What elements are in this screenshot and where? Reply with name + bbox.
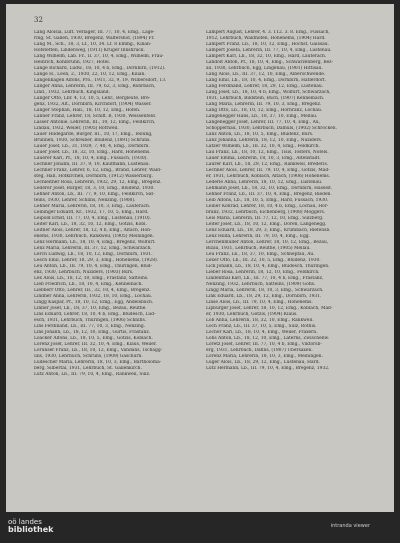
directory-entry: Lehner Franz, Lb., III. 37, 10, 4, Emg., Bregenz, Rieden. [206, 192, 332, 197]
directory-entry: Lindau, 1932, Weiler, (1905) Rottweil. [34, 126, 119, 131]
directory-entry: Lingg Maria, Lehrerin, 18, 10, 3, Emg., Schwarzach. [206, 288, 324, 293]
directory-entry: Lex Alois, Lb., 18, 12, 10, Emg., Frastanz, Satteins. [34, 276, 149, 281]
directory-entry: Lorenz Maria, Lehrerin, 18, 10, 3, Emg., Meiningen. [206, 354, 323, 359]
directory-entry: Lieb Friedrich, Lb., 18, 10, 4, Emg., Kennelbach. [34, 282, 143, 287]
directory-entry: Lang Alois, Lb., III. 37, 12, 10, Emg., Alberschwende. [206, 72, 326, 77]
directory-entry: Lutz Hermann, Lb., III. 79, 10, 4, Emg., Bregenz, 1932. [206, 366, 330, 371]
directory-entry: enems, 1930, Lehrbuch, Rankweil, (1905) Meiningen. [34, 234, 155, 239]
directory-entry: Lorenz Josef, Lehrer, III. 32, 10, 4, Emg., Klaus, Weiler. [34, 342, 157, 347]
directory-entry: Lexer Otto, Lb., III. 32, 10, 5, Emg., Bludenz, 1930. [206, 258, 321, 263]
directory-entry: Lechleitner Rosa, Lehrerin, 1932, 29, 12, Emg., Bregenz. [34, 180, 162, 185]
directory-entry: Lanz Anton, Lb., 18, 10, 5, Emg., Bludenz, Bürs. [206, 132, 314, 137]
left-column [34, 30, 206, 378]
directory-entry: 1931, Lehrbuch, Bildstein, Buch, (1907) Kennelbach. [206, 96, 325, 101]
directory-entry: Lohs Anton, Lb., 18, 12, 10, Emg., Laterns, Zwischenw. [206, 336, 330, 341]
directory-entry: Lerchenmüller Anton, Lehrer, 18, 10, 12, Emg., Bezau, [206, 240, 329, 245]
directory-entry: Lampert Franz, Lb., 18, 10, 12, Emg., Höchst, Gaissau. [206, 42, 329, 47]
directory-entry: Liebherr Otto, Lehrer, III., 32, 10, 4, Emg., Bregenz. [34, 288, 151, 293]
directory-entry: Lenz Eduard, Lb., 18, 29, 3, Emg., Krumbach, Riefensb. [206, 228, 331, 233]
directory-entry: Lins Johann, Lb., 18, 12, 10, Emg., Gurtis, Frastanz. [34, 330, 151, 335]
directory-entry: Lampert Josefa, Lehrerin, III. 77, 10, 4, Emg., Lustenau. [206, 48, 332, 53]
directory-entry: Nenzing, 1932, Lehrbuch, Satteins, (1909) Göfis. [206, 282, 316, 287]
directory-entry: Landolt Anton, Pf., 18, 10, 4, Emg., Schwarzenberg, Bez- [206, 60, 333, 65]
directory-entry: au, 1930, Lehrbuch, Egg, Lingenau, (1901) Hittisau. [206, 66, 323, 71]
directory-entry: Lechner Franz, Lehrer, 6, 12, Emg., Brand, Lehrer, Wald- [34, 168, 162, 173]
directory-entry: Lampert August, Lehrer, 4. 3. 112. 3. 8. Emg., Fussach, [206, 30, 330, 35]
directory-entry: Lipburger Josef, Lehrer, 18, 10, 12, Emg., Koblach, Mäd- [206, 306, 333, 311]
directory-entry: Lechner Johann, III. 37, 9, 10, Kaufmann, Lustenau. [34, 162, 150, 167]
directory-entry: Leu Anton, Lb., III. 79, 10, 4, Emg., Thüringen, Blud- [34, 264, 153, 269]
directory-entry: 1912, Lehrbuch, Waldhofen, Hohenems, (1904) Hard. [206, 36, 326, 41]
directory-entry: steg, Hall, Hofkirchen, Dornbirn, (1912) Wasserburg. [34, 174, 153, 179]
directory-entry: Lenz Maria, Lehrerin, III. 37, 12, Emg., Schwarzach. [34, 246, 152, 251]
directory-entry: Lieber Rosa, Lehrerin, 18, 12, 10, Emg., Feldkirch. [206, 270, 320, 275]
directory-entry: Lange Richard, Ludw., 18, 10, 4 b, Emg., Dornbirn, (1912). [34, 66, 166, 71]
directory-entry: esch, 1931, Lehrbuch, Thüringen, (1906) Schnifis. [34, 318, 147, 323]
directory-entry: Lang M., Sch., 18, 3, Lf., 10, 34. Lf. 8 Emmg., Kilian- [34, 42, 152, 47]
directory-entry: Lind., 1932, Lehrbuch, Kingsland. [34, 90, 110, 95]
directory-entry: Lutz Anton, Lb., III. 79, 10, 4, Emg., Rankweil, Sulz. [34, 372, 151, 377]
directory-entry: Linher Josef, Lb., 18, 37, 10, Emg., Bezau, Reuthe. [34, 306, 147, 311]
directory-entry: Lang Wilhelm, Lab. Fr., II. 37, 10, 4, Emg., Wilhelm, Frau- [34, 54, 164, 59]
directory-entry: er, 1931, Lehrbuch, Koblach, Altach, (1906) Hohenems. [206, 174, 331, 179]
directory-entry: Lechner Alois, Lehrer, III. 79, 10, 4, Emg., Götzis, Mäd- [206, 168, 330, 173]
directory-entry: Lob Anna, Lehrerin, 18, 32, 10, Emg., Rankweil. [206, 318, 314, 323]
directory-entry: Lesch Emil, Lehrer, 18, 29, 3, Emg., Hohenems, (1928). [34, 258, 159, 263]
directory-entry: branz, 1932, Lehrbuch, Eichenberg, (1908) Möggers. [206, 210, 326, 215]
directory-entry: Loretz Josef, Lehrer, III. 77, 10, 4 b, Emg., Viktorsb- [206, 342, 322, 347]
directory-entry: Lang Ferdinand, Lehrer, 18, 29, 12, Emg., Lustenau. [206, 84, 324, 89]
directory-entry: Lehner Maria, Lehrerin, 18, 10, 3, Emg., Lauterach. [34, 204, 151, 209]
directory-entry: Lederle Anna, Lehrerin, 18, 10, 12, Emg., Lustenau. [206, 180, 323, 185]
directory-entry: Lang Aloisia, Luft. Verlager, III. 77, 10, 4, Emg., Lage- [34, 30, 155, 35]
directory-entry: Leibinger Eduard, Kr., 1932, 17, 10, 5, Emg., Hard. [34, 210, 149, 215]
directory-entry: Lanz Johanna, Lehrerin, 18, 12, 10, Emg., Nüziders. [206, 138, 323, 143]
logo-line-1: oö landes [8, 518, 42, 526]
directory-entry: berg, Silbertal, 1931, Lehrbuch, St. Gallenkirch. [34, 366, 142, 371]
directory-entry: Leis Maria, Lehrerin, III. 77, 12, 10, Emg., Sulzberg. [206, 216, 324, 221]
directory-entry: Leu Franz, Lb., 18, 37, 10, Emg., Schnepfau, Au. [206, 252, 315, 257]
scanned-page [6, 4, 394, 512]
directory-entry: Lehner Anton, Lb., III. 77, 9, 10, Emg., Feldkirch, Sat- [34, 192, 155, 197]
directory-entry: Lehmann Josef, Lb., 18, 32, 10, Emg., Dornbirn, Haselst. [206, 186, 333, 191]
directory-entry: erg, 1931, Lehrbuch, Dafins, (1907) Übersaxen. [206, 348, 313, 353]
directory-entry: er, 1930, Lehrbuch, Götzis, (1904) Klaus. [206, 312, 298, 317]
directory-entry: Heinrich, Kohlbrunn, 1927, Hotel. [34, 60, 111, 65]
directory-entry: Lang Josef, Lb., 18, 10, 4 b, Emg., Wolfurt, Schwarzach, [206, 90, 331, 95]
directory-entry: Lasser Antonie, Lehrerin, III., 10, 12, Emg., Feldkirch, [34, 120, 156, 125]
directory-entry: Linse Alois, Lb., III. 79, 10, 4, Emg., Hohenems. [206, 300, 313, 305]
directory-entry: Lauer Hildegarde, Bürger, III., 10, 17, Emg., Teilung, [34, 132, 153, 137]
directory-entry: genz, 1932, Alt., Dornbirn, Kirchdorf, (1904) Wasser. [34, 102, 152, 107]
directory-entry: Laurer Karl, Lb., 18, 29, 12, Emg., Rankweil, Brederis. [206, 162, 329, 167]
directory-entry: Langer Otto, Lbr. 4, 13, 10, 5, Lehr., Bergleute, Bre- [34, 96, 151, 101]
directory-entry: Luger Alois, Lb., 18, 29, 12, Emg., Lustenau, Hard. [206, 360, 320, 365]
directory-entry: Link Eduard, Lb., 18, 29, 12, Emg., Dornbirn, 1931. [206, 294, 322, 299]
directory-entry: Lange H., Leon, 2., 1930, 22, 10, 12, Emg., Kilian. [34, 72, 146, 77]
directory-entry: Leipold Ernst, III. 77, 10, 4, Emg., Lustenau, (1910). [34, 216, 152, 221]
directory-entry: Lins Eduard, Lehrer, 18, 10, 4 b, Emg., Bludesch, Lud- [34, 312, 156, 317]
directory-entry: ring, St. Gallen, 1930, Bregenz, Waltershof, (1894) Fr. [34, 36, 155, 41]
directory-entry: Leitner Alois, Lehrer, 18, 12, 4 b, Emg., Altach, Hoh- [34, 228, 152, 233]
directory-entry: Lauer Josef, Lb., 31, 1929, 7, 40, 4, Emg., Dornbirn. [34, 144, 150, 149]
directory-entry: Lang Emil, Lb., 18, 10, 4, Emg., Dornbirn, Hatlerdorf. [206, 78, 326, 83]
directory-entry: Langer Anna, Lehrerin, III. 79, 62, 3, Emg., Rohrbach, [34, 84, 156, 89]
directory-entry: Leiner Konrad, Lehrer, 18, 10, 4 b, Emg., Lochau, Hör- [206, 204, 329, 209]
directory-entry: Lenz Hilda, Lehrerin, III. 79, 10, 4, Emg., Egg. [206, 234, 310, 239]
library-logo[interactable] [8, 518, 53, 534]
directory-entry: Loch Franz, Lb., III. 37, 10, 5, Emg., Sulz, Röthis. [206, 324, 317, 329]
directory-entry: Bizau, 1931, Lehrbuch, Reuthe, (1905) Mellau. [206, 246, 311, 251]
directory-entry: Leib Alfons, Lb., 18, 10, 5, Emg., Hard, Fussach, 1930. [206, 198, 329, 203]
directory-entry: Hofstetten, Lindenweg, (1911) Kruger Innshruck. [34, 48, 145, 53]
directory-entry: Leiter Karl, Lb., 18, 32, 10, 12, Emg., Götzis, Kobl. [34, 222, 147, 227]
directory-entry: Lick Johann, Lb., 18, 10, 4, Emg., Bludesch, Thüringen. [206, 264, 330, 269]
directory-entry: Lanner Franz, Lehrer, 18, Schiff. B, 1930, Weissenfeld. [34, 114, 157, 119]
right-column [206, 30, 378, 372]
directory-entry: Loacker Alfons, Lb., 18, 10, 5, Emg., Götzis, Koblach. [34, 336, 153, 341]
page-number: 32 [34, 16, 43, 24]
viewer-footer [0, 512, 400, 543]
directory-entry: Lauer Emma, Lehrerin, 18, 10, 3, Emg., Altenstadt. [206, 156, 321, 161]
directory-entry: Lingg Kaspar, Pf., 18, 10, 12, Emg., Egg, Andelsbuch. [34, 300, 154, 305]
directory-entry: Lauer Josef, Lb., 18, 32, 10, Emg., Hard, Hohenems. [34, 150, 151, 155]
directory-entry: Lorünser Franz, Lb., 18, 10, 12, Emg., Vandans, Tschagg- [34, 348, 163, 353]
directory-entry: uns, 1930, Lehrbuch, Schruns, (1909) Gaschurn. [34, 354, 143, 359]
directory-entry: Ludescher Maria, Lehrerin, 18, 10, 3, Emg., Bartholomä- [34, 360, 162, 365]
directory-entry: Lenz Hermann, Lb., 18, 10, 4, Emg., Bregenz, Wolfurt. [34, 240, 156, 245]
directory-entry: Lau Franz, Lb., 18, 10, 12, Emg., Tisis, Tosters, Nofels. [206, 150, 329, 155]
directory-entry: Langenegger Hans, Lb., 18, 37, 10, Emg., Mellau. [206, 114, 318, 119]
directory-entry: Leiter Josef, Lb., 18, 10, 12, Emg., Doren, Langenegg. [206, 222, 327, 227]
viewer-credit[interactable]: intranda viewer [330, 523, 370, 529]
directory-entry: Schoppernau, 1930, Lehrbuch, Damüls, (1902) Schröcken. [206, 126, 337, 131]
directory-entry: Latzer Wilhelm, Lb., III. 32, 10, 4, Emg., Feldkirch. [206, 144, 320, 149]
directory-entry: Lang Otto, Lb., 18, 10, 12, Emg., Hörbranz, Lochau. [206, 108, 323, 113]
directory-entry: Lampert Karl, Lb., 18, 32, 10, Emg., Hard, Lauterach. [206, 54, 327, 59]
directory-entry: Brunnen, 1930, Schreiber, Bludenz, (1891) Schruns. [34, 138, 151, 143]
directory-entry: Lins Ferdinand, Lb., III. 77, 10, 3, Emg., Nenzing. [34, 324, 146, 329]
directory-entry: Lauerer Karl, Pf., 18, 10, 4, Emg., Fussach, (1930). [34, 156, 148, 161]
directory-entry: Lederer Josef, Bürger, 18, 3, 10, Emg., Bludenz, 1930. [34, 186, 155, 191]
directory-entry: Löcher Karl, Lb., 18, 10, 4, Emg., Weiler, Fraxern. [206, 330, 318, 335]
directory-entry: Lindner Anna, Lehrerin, 1932, 18, 10, Emg., Lochau. [34, 294, 153, 299]
directory-entry: enz, 1930, Lehrbuch, Nüziders, (1903) Bürs. [34, 270, 134, 275]
directory-entry: Langenegger Josef, Lehrer, III. 77, 10, 4, Emg., Au, [206, 120, 320, 125]
directory-entry: teins, 1930, Lehrer, Schlins, Nenzing, (1908). [34, 198, 136, 203]
directory-entry: Lerch Ludwig, Lb., 18, 10, 12, Emg., Dornbirn, 1931. [34, 252, 153, 257]
directory-entry: Langer Stephan, Hall., 18, 10, 12, Emg., Hofen. [34, 108, 141, 113]
directory-entry: Langenhagen Alfons, Pro., 1911, 32, 9, 19, Wilbersdorf, 13. [34, 78, 167, 83]
logo-line-2: bibliothek [8, 525, 54, 534]
directory-entry: Lindenthal Karl, Lb., III. 77, 10, 4 b, Emg., Frastanz, [206, 276, 324, 281]
directory-entry: Lang Maria, Lehrerin, III. 79, 10, 3, Emg., Bregenz. [206, 102, 322, 107]
